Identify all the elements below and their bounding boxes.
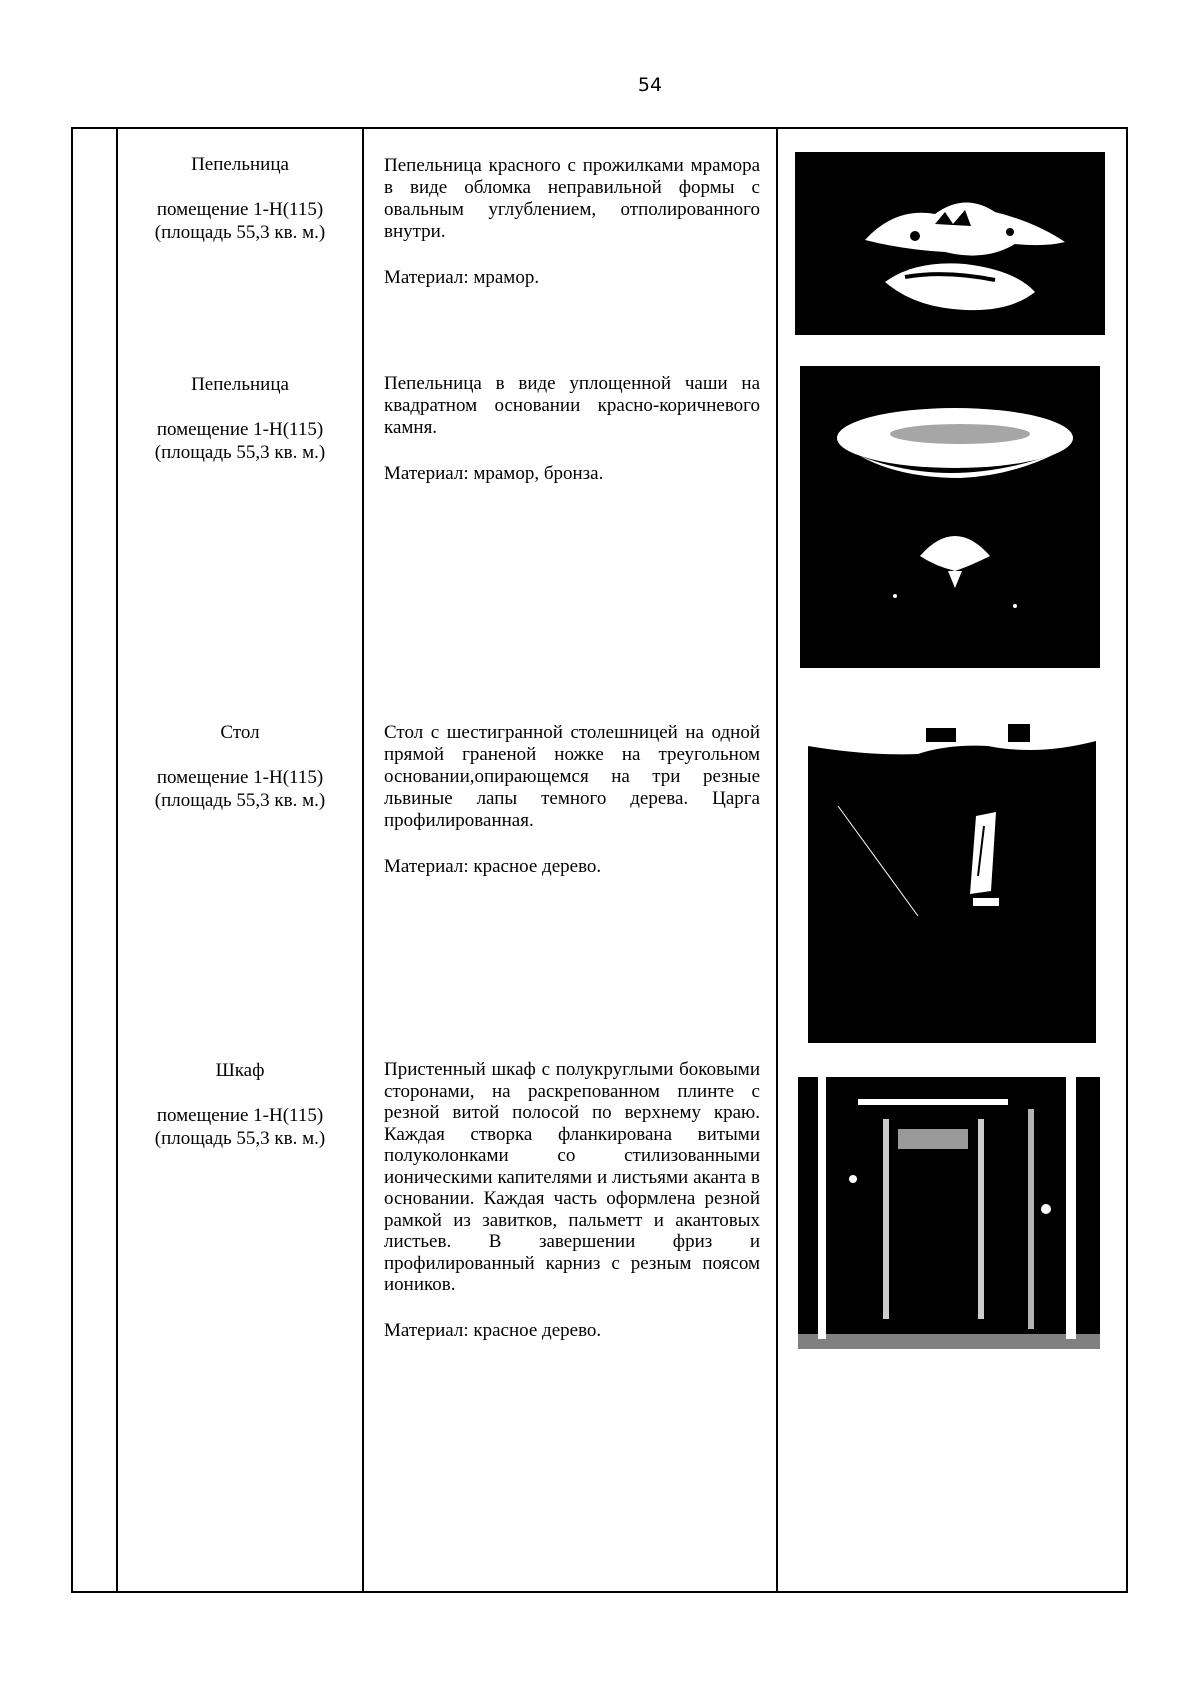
object-material: Материал: мрамор, бронза. — [384, 463, 604, 484]
object-name-cell — [118, 373, 362, 464]
page-number: 54 — [637, 74, 663, 96]
description-cell — [384, 373, 760, 485]
object-name-cell — [118, 721, 362, 812]
object-description: Пепельница красного с прожилками мрамора в виде обломка неправильной формы с овальным углублением, отполированного внутри. — [384, 155, 760, 242]
object-material: Материал: красное дерево. — [384, 1319, 602, 1341]
object-material: Материал: мрамор. — [384, 267, 540, 288]
table-row — [73, 709, 1126, 1059]
bowl-ashtray-photo — [800, 366, 1100, 668]
area-label: (площадь 55,3 кв. м.) — [154, 222, 326, 243]
description-cell — [384, 1059, 760, 1341]
inventory-table — [71, 127, 1128, 1593]
table-row — [73, 129, 1126, 359]
area-label: (площадь 55,3 кв. м.) — [154, 1128, 326, 1149]
cabinet-photo — [798, 1059, 1100, 1349]
object-name: Шкаф — [215, 1060, 265, 1081]
object-description: Пепельница в виде уплощенной чаши на квадратном основании красно-коричневого камня. — [384, 373, 760, 438]
object-name: Стол — [220, 722, 260, 743]
object-description: Пристенный шкаф с полукруглыми боковыми сторонами, на раскрепованном плинте с резной витой полосой по верхнему краю. Каждая створка фланкирована витыми полуколонками со стилизованными ионическими капителями и листьями аканта в основании. Каждая часть оформлена резной рамкой из завитков, пальметт и акантовых листьев. В завершении фриз и профилированный карниз с резным поясом иоников. — [384, 1059, 760, 1295]
table-row — [73, 359, 1126, 709]
table-row — [73, 1059, 1126, 1595]
table-photo — [808, 716, 1096, 1043]
object-name: Пепельница — [191, 374, 289, 395]
object-description: Стол с шестигранной столешницей на одной прямой граненой ножке на треугольном основании,опирающемся на три резные львиные лапы темного дерева. Царга профилированная. — [384, 722, 760, 831]
ashtray-photo — [795, 152, 1105, 335]
description-cell — [384, 722, 760, 878]
room-label: помещение 1-Н(115) — [156, 767, 324, 788]
room-label: помещение 1-Н(115) — [156, 199, 324, 220]
area-label: (площадь 55,3 кв. м.) — [154, 790, 326, 811]
object-name-cell — [118, 153, 362, 244]
description-cell — [384, 155, 760, 289]
object-name-cell — [118, 1059, 362, 1150]
object-material: Материал: красное дерево. — [384, 856, 602, 877]
object-name: Пепельница — [191, 154, 289, 175]
room-label: помещение 1-Н(115) — [156, 419, 324, 440]
area-label: (площадь 55,3 кв. м.) — [154, 442, 326, 463]
room-label: помещение 1-Н(115) — [156, 1105, 324, 1126]
